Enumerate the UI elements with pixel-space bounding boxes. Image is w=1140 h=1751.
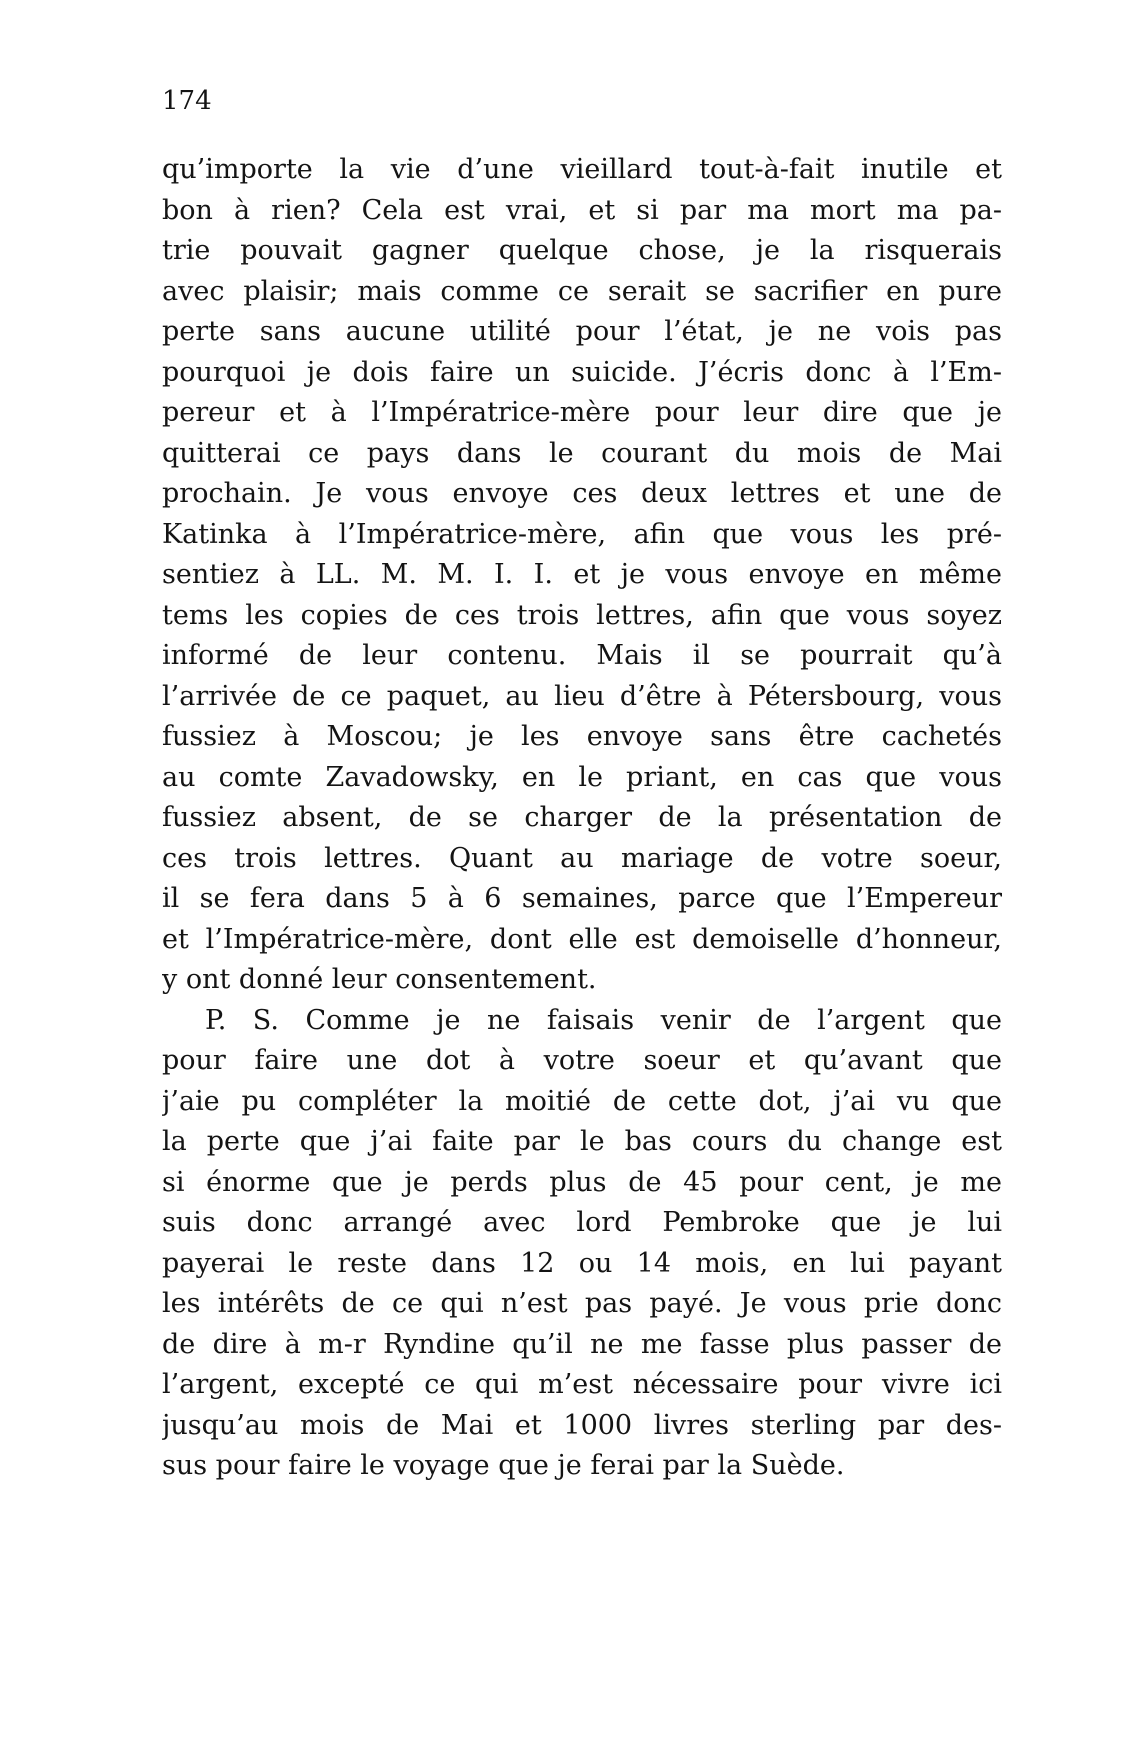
text-line: tems les copies de ces trois lettres, afin que vous soyez [162,599,1002,631]
text-line: y ont donné leur consentement. [162,964,597,995]
text-line: trie pouvait gagner quelque chose, je la risquerais [162,235,1002,266]
text-line: j’aie pu compléter la moitié de cette dot, j’ai vu que [162,1085,1002,1117]
text-line: sus pour faire le voyage que je ferai par la Suède. [162,1450,845,1481]
text-line: et l’Impératrice-mère, dont elle est demoiselle d’honneur, [162,923,1002,955]
text-line: suis donc arrangé avec lord Pembroke que je lui [162,1207,1002,1238]
text-line: qu’importe la vie d’une vieillard tout-à-fait inutile et [162,154,1002,185]
page-number: 174 [162,86,212,116]
text-line: avec plaisir; mais comme ce serait se sacrifier en pure [162,275,1002,307]
text-line: jusqu’au mois de Mai et 1000 livres sterling par des- [162,1409,1002,1441]
text-line: bon à rien? Cela est vrai, et si par ma mort ma pa- [162,194,1002,226]
text-line: perte sans aucune utilité pour l’état, je ne vois pas [162,316,1002,347]
text-line: de dire à m-r Ryndine qu’il ne me fasse plus passer de [162,1328,1002,1360]
text-line: sentiez à LL. M. M. I. I. et je vous envoye en même [162,559,1002,590]
text-line: fussiez absent, de se charger de la présentation de [162,802,1002,833]
text-line: quitterai ce pays dans le courant du mois de Mai [162,437,1002,469]
text-line: pour faire une dot à votre soeur et qu’avant que [162,1045,1002,1076]
text-line: payerai le reste dans 12 ou 14 mois, en lui payant [162,1247,1002,1279]
text-line: pourquoi je dois faire un suicide. J’écris donc à l’Em- [162,356,1002,388]
text-line: l’arrivée de ce paquet, au lieu d’être à Pétersbourg, vous [162,680,1002,712]
text-line: informé de leur contenu. Mais il se pourrait qu’à [162,640,1002,671]
postscript-first-line: P. S. Comme je ne faisais venir de l’argent que [205,1004,1002,1036]
body-text [162,150,1002,1487]
text-line: il se fera dans 5 à 6 semaines, parce que l’Empereur [162,883,1002,914]
text-line: pereur et à l’Impératrice-mère pour leur dire que je [162,397,1002,428]
text-line: Katinka à l’Impératrice-mère, afin que vous les pré- [162,518,1002,550]
text-line: au comte Zavadowsky, en le priant, en cas que vous [162,761,1002,793]
text-line: si énorme que je perds plus de 45 pour cent, je me [162,1166,1002,1198]
text-line: l’argent, excepté ce qui m’est nécessaire pour vivre ici [162,1369,1002,1400]
text-line: fussiez à Moscou; je les envoye sans être cachetés [162,721,1002,752]
text-line: les intérêts de ce qui n’est pas payé. Je vous prie donc [162,1288,1002,1319]
text-line: la perte que j’ai faite par le bas cours du change est [162,1126,1002,1157]
text-line: prochain. Je vous envoye ces deux lettres et une de [162,478,1002,509]
text-line: ces trois lettres. Quant au mariage de votre soeur, [162,842,1002,874]
